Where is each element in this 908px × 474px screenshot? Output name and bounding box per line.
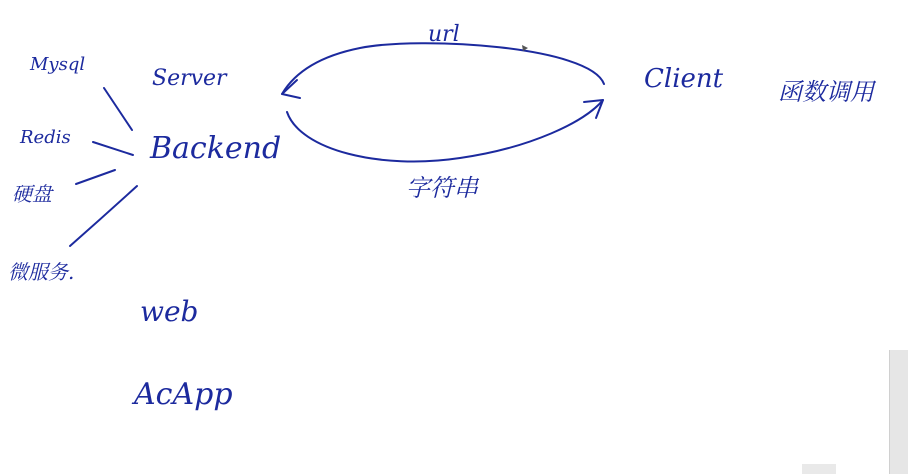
label-function-call: 函数调用	[778, 78, 874, 106]
vertical-scrollbar[interactable]	[889, 350, 908, 474]
label-microservice: 微服务.	[8, 260, 75, 284]
label-acapp: AcApp	[134, 377, 233, 412]
label-client: Client	[644, 64, 724, 94]
label-backend: Backend	[150, 131, 282, 166]
label-string: 字符串	[406, 174, 478, 202]
label-url: url	[428, 22, 460, 47]
arrow-client-to-server	[282, 43, 604, 94]
label-disk: 硬盘	[12, 182, 52, 206]
corner-button[interactable]	[802, 464, 836, 474]
label-redis: Redis	[20, 127, 71, 148]
line-disk-backend	[76, 170, 115, 184]
label-server: Server	[152, 66, 227, 91]
line-microservice-backend	[70, 186, 137, 246]
arrow-server-to-client	[287, 100, 603, 161]
line-mysql-backend	[104, 88, 132, 130]
label-mysql: Mysql	[30, 54, 86, 75]
line-redis-backend	[93, 142, 133, 155]
label-web: web	[140, 295, 199, 328]
